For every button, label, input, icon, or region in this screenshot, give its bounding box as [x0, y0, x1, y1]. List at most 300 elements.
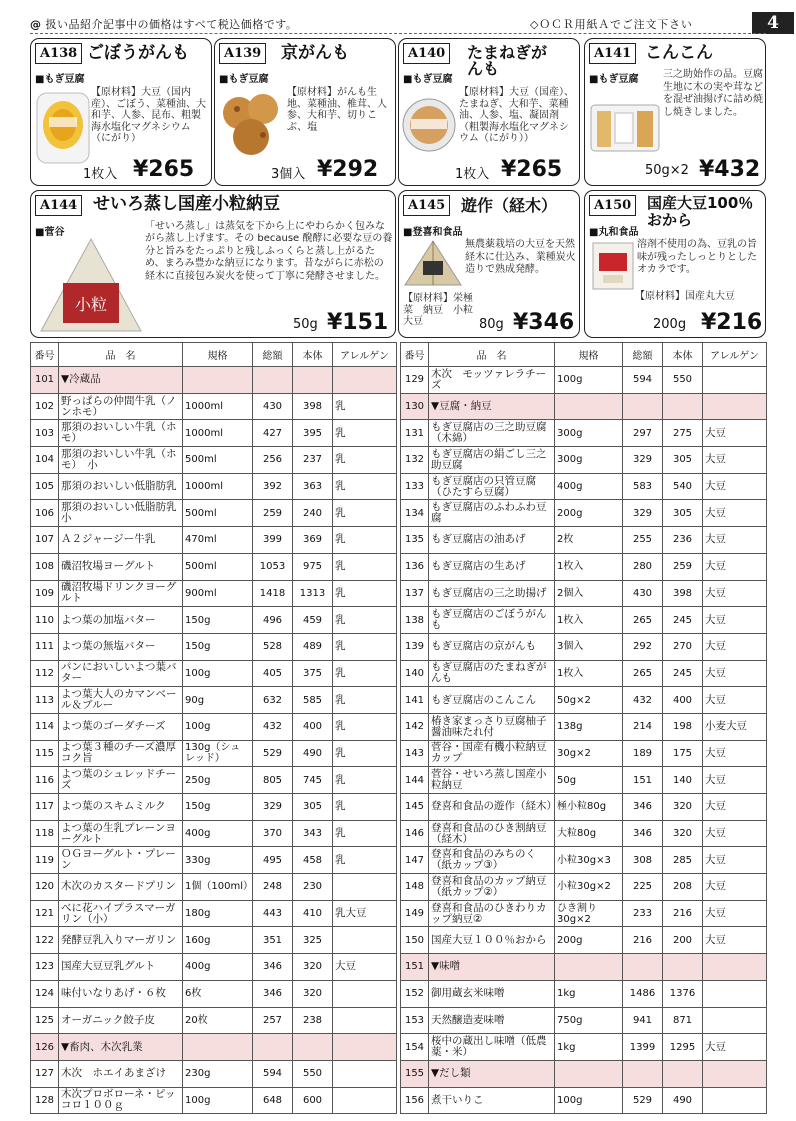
table-row — [401, 580, 767, 607]
item-allergen: 乳 — [333, 767, 397, 794]
product-name: 遊作（経木） — [461, 196, 558, 215]
item-total-price: 329 — [253, 794, 293, 821]
item-base-price: 540 — [663, 473, 703, 500]
table-row — [401, 607, 767, 634]
item-allergen: 乳 — [333, 820, 397, 847]
item-spec: 330g — [183, 847, 253, 874]
product-name: せいろ蒸し国産小粒納豆 — [93, 194, 280, 214]
item-name: もぎ豆腐店の油あげ — [429, 527, 555, 554]
item-allergen — [333, 1007, 397, 1034]
item-spec — [183, 367, 253, 394]
item-base-price — [663, 954, 703, 981]
item-number: 148 — [401, 874, 429, 901]
item-base-price — [663, 393, 703, 420]
item-number: 101 — [31, 367, 59, 394]
product-card-a141 — [584, 38, 766, 186]
item-allergen: 乳 — [333, 607, 397, 634]
item-name: オーガニック餃子皮 — [59, 1007, 183, 1034]
item-base-price: 240 — [293, 500, 333, 527]
item-name: 煮干いりこ — [429, 1087, 555, 1114]
natto-package-label: 小粒 — [74, 295, 108, 314]
item-number: 138 — [401, 607, 429, 634]
item-spec: 150g — [183, 794, 253, 821]
item-spec: 1枚入 — [555, 660, 623, 687]
item-name: もぎ豆腐店の生あげ — [429, 553, 555, 580]
item-number: 117 — [31, 794, 59, 821]
item-name: ▼畜肉、木次乳業 — [59, 1034, 183, 1061]
item-spec: 400g — [183, 954, 253, 981]
product-image-gobo-ganmo — [35, 87, 91, 167]
item-name: 登喜和食品のみちのく（紙カップ③） — [429, 847, 555, 874]
table-body-right — [401, 367, 767, 1114]
item-name: もぎ豆腐店の只管豆腐（ひたすら豆腐） — [429, 473, 555, 500]
table-row — [401, 420, 767, 447]
item-total-price: 308 — [623, 847, 663, 874]
item-name: 登喜和食品のカップ納豆（紙カップ②） — [429, 874, 555, 901]
item-spec: 100g — [183, 1087, 253, 1114]
product-name: たまねぎがんも — [467, 43, 548, 78]
product-description: 「せいろ蒸し」は蒸気を下から上にやわらかく包みながら蒸し上げます。その because 醗酵に必要な豆の養分と旨みをたっぷりと残しふっくらと蒸し上がるため、まろみ豊かな納豆になります。昔ながらに赤松の経木に直接包み炭火を使って丁寧に発酵させました。 — [145, 221, 393, 282]
table-row — [31, 393, 397, 420]
item-spec: 30g×2 — [555, 740, 623, 767]
table-row — [401, 553, 767, 580]
item-spec: 90g — [183, 687, 253, 714]
item-spec: 2個入 — [555, 580, 623, 607]
item-base-price: 320 — [293, 980, 333, 1007]
item-total-price: 329 — [623, 500, 663, 527]
item-name: 木次 ホエイあまざけ — [59, 1060, 183, 1087]
item-total-price — [253, 1034, 293, 1061]
item-number: 104 — [31, 447, 59, 474]
table-row — [31, 847, 397, 874]
product-name: こんこん — [645, 43, 713, 63]
item-base-price: 200 — [663, 927, 703, 954]
item-total-price: 405 — [253, 660, 293, 687]
table-row — [31, 1007, 397, 1034]
table-row — [401, 874, 767, 901]
item-spec: 6枚 — [183, 980, 253, 1007]
product-code: A150 — [589, 195, 636, 216]
item-base-price: 1295 — [663, 1034, 703, 1061]
item-number: 140 — [401, 660, 429, 687]
item-allergen: 大豆 — [703, 1034, 767, 1061]
item-number: 130 — [401, 393, 429, 420]
item-total-price: 216 — [623, 927, 663, 954]
item-total-price: 430 — [623, 580, 663, 607]
item-total-price: 214 — [623, 713, 663, 740]
table-row — [401, 687, 767, 714]
item-number: 110 — [31, 607, 59, 634]
item-number: 125 — [31, 1007, 59, 1034]
product-price: ¥265 — [501, 157, 563, 182]
item-allergen: 乳 — [333, 420, 397, 447]
item-number: 126 — [31, 1034, 59, 1061]
product-name: ごぼうがんも — [87, 43, 189, 63]
item-name: 菅谷・せいろ蒸し国産小粒納豆 — [429, 767, 555, 794]
table-row — [31, 447, 397, 474]
item-name: 桜中の蔵出し味噌（低農薬・米） — [429, 1034, 555, 1061]
item-total-price: 648 — [253, 1087, 293, 1114]
item-name: ▼味噌 — [429, 954, 555, 981]
table-row — [401, 713, 767, 740]
item-allergen — [333, 367, 397, 394]
product-quantity: 50g×2 — [645, 163, 689, 178]
item-name: 木次のカスタードプリン — [59, 874, 183, 901]
product-quantity: 1枚入 — [455, 167, 490, 182]
item-allergen: 乳 — [333, 847, 397, 874]
item-base-price: 375 — [293, 660, 333, 687]
item-allergen: 大豆 — [703, 500, 767, 527]
item-allergen — [333, 980, 397, 1007]
item-allergen: 大豆 — [703, 473, 767, 500]
product-quantity: 1枚入 — [83, 167, 118, 182]
item-allergen: 乳大豆 — [333, 900, 397, 927]
item-name: もぎ豆腐店の三之助揚げ — [429, 580, 555, 607]
item-base-price: 871 — [663, 1007, 703, 1034]
item-spec: 400g — [183, 820, 253, 847]
item-number: 145 — [401, 794, 429, 821]
item-base-price: 745 — [293, 767, 333, 794]
product-quantity: 3個入 — [271, 167, 306, 182]
item-spec: 2枚 — [555, 527, 623, 554]
product-card-a139 — [214, 38, 396, 186]
col-header-base: 本体 — [663, 343, 703, 367]
item-number: 111 — [31, 633, 59, 660]
item-name: もぎ豆腐店の三之助豆腐（木綿） — [429, 420, 555, 447]
item-total-price: 632 — [253, 687, 293, 714]
table-row — [31, 633, 397, 660]
item-total-price: 351 — [253, 927, 293, 954]
item-spec: 1000ml — [183, 420, 253, 447]
item-total-price: 529 — [253, 740, 293, 767]
table-row — [31, 607, 397, 634]
item-base-price: 458 — [293, 847, 333, 874]
table-row — [401, 767, 767, 794]
table-row — [31, 767, 397, 794]
item-base-price: 305 — [663, 500, 703, 527]
item-total-price: 225 — [623, 874, 663, 901]
item-base-price: 1313 — [293, 580, 333, 607]
item-spec: 230g — [183, 1060, 253, 1087]
item-base-price: 245 — [663, 660, 703, 687]
item-spec: 大粒80g — [555, 820, 623, 847]
item-spec: 150g — [183, 607, 253, 634]
item-spec: 200g — [555, 500, 623, 527]
item-spec: 1枚入 — [555, 553, 623, 580]
col-header-no: 番号 — [401, 343, 429, 367]
col-header-total: 総額 — [623, 343, 663, 367]
table-row — [31, 874, 397, 901]
item-total-price: 346 — [623, 820, 663, 847]
table-row — [401, 900, 767, 927]
item-spec — [555, 1060, 623, 1087]
item-base-price: 398 — [663, 580, 703, 607]
item-number: 139 — [401, 633, 429, 660]
item-name: もぎ豆腐店のこんこん — [429, 687, 555, 714]
item-spec: 470ml — [183, 527, 253, 554]
item-name: 菅谷・国産有機小粒納豆カップ — [429, 740, 555, 767]
item-spec: 500ml — [183, 553, 253, 580]
item-number: 116 — [31, 767, 59, 794]
item-number: 141 — [401, 687, 429, 714]
item-allergen — [703, 393, 767, 420]
table-row — [31, 553, 397, 580]
product-name: 京がんも — [281, 43, 349, 63]
item-allergen: 大豆 — [703, 900, 767, 927]
item-allergen: 乳 — [333, 633, 397, 660]
page-number: 4 — [752, 12, 794, 34]
item-allergen — [703, 1087, 767, 1114]
item-total-price: 280 — [623, 553, 663, 580]
item-spec: 100g — [183, 713, 253, 740]
item-total-price: 392 — [253, 473, 293, 500]
item-number: 113 — [31, 687, 59, 714]
table-row — [401, 473, 767, 500]
item-name: よつ葉３種のチーズ濃厚コク旨 — [59, 740, 183, 767]
item-spec: 138g — [555, 713, 623, 740]
item-total-price: 399 — [253, 527, 293, 554]
item-allergen: 大豆 — [703, 847, 767, 874]
product-price: ¥216 — [701, 310, 763, 335]
item-total-price — [623, 393, 663, 420]
table-row — [31, 900, 397, 927]
item-total-price: 370 — [253, 820, 293, 847]
category-row — [401, 954, 767, 981]
item-number: 128 — [31, 1087, 59, 1114]
item-base-price: 285 — [663, 847, 703, 874]
item-name: 御用蔵玄米味噌 — [429, 980, 555, 1007]
product-maker: ■ もぎ豆腐 — [35, 70, 84, 85]
item-base-price: 459 — [293, 607, 333, 634]
item-name: 磯沼牧場ドリンクヨーグルト — [59, 580, 183, 607]
item-base-price: 325 — [293, 927, 333, 954]
item-allergen: 乳 — [333, 393, 397, 420]
col-header-name: 品 名 — [429, 343, 555, 367]
item-allergen: 乳 — [333, 794, 397, 821]
item-name: べに花ハイプラスマーガリン（小） — [59, 900, 183, 927]
item-name: 国産大豆豆乳グルト — [59, 954, 183, 981]
item-spec: 400g — [555, 473, 623, 500]
product-code: A138 — [35, 43, 82, 64]
item-base-price: 230 — [293, 874, 333, 901]
col-header-name: 品 名 — [59, 343, 183, 367]
item-spec — [555, 954, 623, 981]
item-name: もぎ豆腐店の絹ごし三之助豆腐 — [429, 447, 555, 474]
item-name: 那須のおいしい低脂肪乳 小 — [59, 500, 183, 527]
item-base-price: 320 — [663, 794, 703, 821]
item-name: 椿き家まっさり豆腐柚子醤油味たれ付 — [429, 713, 555, 740]
item-total-price — [253, 367, 293, 394]
item-number: 105 — [31, 473, 59, 500]
item-total-price: 430 — [253, 393, 293, 420]
table-row — [31, 580, 397, 607]
item-name: もぎ豆腐店のたまねぎがんも — [429, 660, 555, 687]
table-row — [401, 740, 767, 767]
item-spec: 50g×2 — [555, 687, 623, 714]
item-total-price: 496 — [253, 607, 293, 634]
item-allergen — [703, 980, 767, 1007]
item-base-price: 369 — [293, 527, 333, 554]
product-code: A144 — [35, 195, 82, 216]
item-name: 登喜和食品のひきわりカップ納豆② — [429, 900, 555, 927]
table-row — [401, 527, 767, 554]
category-row — [31, 1034, 397, 1061]
item-total-price — [623, 1060, 663, 1087]
item-number: 106 — [31, 500, 59, 527]
item-allergen: 大豆 — [703, 527, 767, 554]
item-total-price: 529 — [623, 1087, 663, 1114]
col-header-allergen: アレルゲン — [333, 343, 397, 367]
table-row — [401, 1034, 767, 1061]
item-base-price: 259 — [663, 553, 703, 580]
product-maker: ■ もぎ豆腐 — [589, 70, 638, 85]
item-total-price: 1486 — [623, 980, 663, 1007]
item-allergen: 乳 — [333, 553, 397, 580]
table-row — [401, 447, 767, 474]
item-allergen: 大豆 — [333, 954, 397, 981]
item-spec: 130g（シュレッド） — [183, 740, 253, 767]
item-total-price: 189 — [623, 740, 663, 767]
table-row — [31, 527, 397, 554]
item-spec — [183, 1034, 253, 1061]
item-total-price: 256 — [253, 447, 293, 474]
item-allergen: 大豆 — [703, 607, 767, 634]
item-total-price: 346 — [253, 954, 293, 981]
item-spec: 1個（100ml） — [183, 874, 253, 901]
item-number: 152 — [401, 980, 429, 1007]
item-base-price: 395 — [293, 420, 333, 447]
ocr-note: ◇ＯＣＲ用紙Ａでご注文下さい — [530, 18, 693, 31]
item-number: 112 — [31, 660, 59, 687]
product-image-natto — [39, 235, 143, 335]
item-allergen — [333, 1087, 397, 1114]
item-number: 137 — [401, 580, 429, 607]
table-row — [401, 660, 767, 687]
item-spec — [555, 393, 623, 420]
item-allergen: 大豆 — [703, 633, 767, 660]
product-image-tamanegi-ganmo — [401, 95, 457, 155]
note-mark: @ — [30, 18, 42, 31]
item-number: 131 — [401, 420, 429, 447]
category-row — [401, 393, 767, 420]
item-number: 124 — [31, 980, 59, 1007]
table-row — [31, 1060, 397, 1087]
product-price: ¥151 — [327, 310, 389, 335]
item-name: 発酵豆乳入りマーガリン — [59, 927, 183, 954]
item-allergen: 乳 — [333, 660, 397, 687]
item-name: ＯＧヨーグルト・プレーン — [59, 847, 183, 874]
product-price: ¥432 — [699, 157, 761, 182]
item-spec: 200g — [555, 927, 623, 954]
item-number: 147 — [401, 847, 429, 874]
table-row — [401, 633, 767, 660]
item-base-price — [293, 1034, 333, 1061]
item-allergen — [703, 367, 767, 394]
item-name: 磯沼牧場ヨーグルト — [59, 553, 183, 580]
item-spec: 1000ml — [183, 473, 253, 500]
item-name: ▼冷蔵品 — [59, 367, 183, 394]
item-number: 122 — [31, 927, 59, 954]
item-base-price: 975 — [293, 553, 333, 580]
item-spec: 750g — [555, 1007, 623, 1034]
item-number: 109 — [31, 580, 59, 607]
item-allergen: 大豆 — [703, 874, 767, 901]
item-allergen: 大豆 — [703, 794, 767, 821]
item-spec: 250g — [183, 767, 253, 794]
item-base-price: 343 — [293, 820, 333, 847]
price-table-left — [30, 342, 397, 1114]
item-name: 木次 モッツァレラチーズ — [429, 367, 555, 394]
product-maker: ■ もぎ豆腐 — [219, 70, 268, 85]
item-spec: 500ml — [183, 500, 253, 527]
table-row — [401, 980, 767, 1007]
item-number: 146 — [401, 820, 429, 847]
table-row — [401, 1007, 767, 1034]
item-allergen: 大豆 — [703, 580, 767, 607]
item-base-price: 490 — [293, 740, 333, 767]
item-base-price: 550 — [663, 367, 703, 394]
table-row — [31, 687, 397, 714]
item-number: 142 — [401, 713, 429, 740]
item-name: 木次プロボローネ・ピッコロ１００ｇ — [59, 1087, 183, 1114]
table-row — [401, 794, 767, 821]
item-spec: 150g — [183, 633, 253, 660]
product-description: 【原材料】大豆（国内産）、ごぼう、菜種油、大和芋、人参、昆布、粗製海水塩化マグネシウム（にがり） — [91, 87, 206, 144]
product-quantity: 50g — [293, 317, 318, 332]
item-total-price: 248 — [253, 874, 293, 901]
table-row — [31, 794, 397, 821]
item-number: 120 — [31, 874, 59, 901]
item-base-price: 270 — [663, 633, 703, 660]
item-base-price: 363 — [293, 473, 333, 500]
product-description: 三之助始作の品。豆腐生地に木の実や茸などを混ぜ油揚げに詰め焼し焼きしました。 — [663, 69, 763, 118]
product-code: A141 — [589, 43, 636, 64]
item-total-price: 297 — [623, 420, 663, 447]
item-number: 114 — [31, 713, 59, 740]
item-spec: 3個入 — [555, 633, 623, 660]
item-total-price: 805 — [253, 767, 293, 794]
col-header-allergen: アレルゲン — [703, 343, 767, 367]
item-base-price: 275 — [663, 420, 703, 447]
table-row — [31, 980, 397, 1007]
item-total-price: 259 — [253, 500, 293, 527]
item-name: パンにおいしいよつ葉バター — [59, 660, 183, 687]
item-total-price: 528 — [253, 633, 293, 660]
item-allergen: 乳 — [333, 580, 397, 607]
item-name: 登喜和食品のひき割納豆（経木） — [429, 820, 555, 847]
item-allergen: 大豆 — [703, 553, 767, 580]
table-row — [31, 660, 397, 687]
item-base-price: 140 — [663, 767, 703, 794]
item-total-price: 495 — [253, 847, 293, 874]
category-row — [401, 1060, 767, 1087]
product-quantity: 200g — [653, 317, 687, 332]
item-allergen: 乳 — [333, 500, 397, 527]
product-price: ¥292 — [317, 157, 379, 182]
item-name: ▼だし類 — [429, 1060, 555, 1087]
header-divider — [30, 33, 766, 34]
item-number: 144 — [401, 767, 429, 794]
item-total-price: 292 — [623, 633, 663, 660]
item-name: よつ葉のスキムミルク — [59, 794, 183, 821]
item-name: 那須のおいしい牛乳（ホモ） — [59, 420, 183, 447]
item-name: 天然醸造麦味噌 — [429, 1007, 555, 1034]
item-number: 134 — [401, 500, 429, 527]
table-row — [31, 713, 397, 740]
item-base-price: 237 — [293, 447, 333, 474]
item-name: よつ葉大人のカマンベール＆ブルー — [59, 687, 183, 714]
item-name: 那須のおいしい牛乳（ホモ） 小 — [59, 447, 183, 474]
